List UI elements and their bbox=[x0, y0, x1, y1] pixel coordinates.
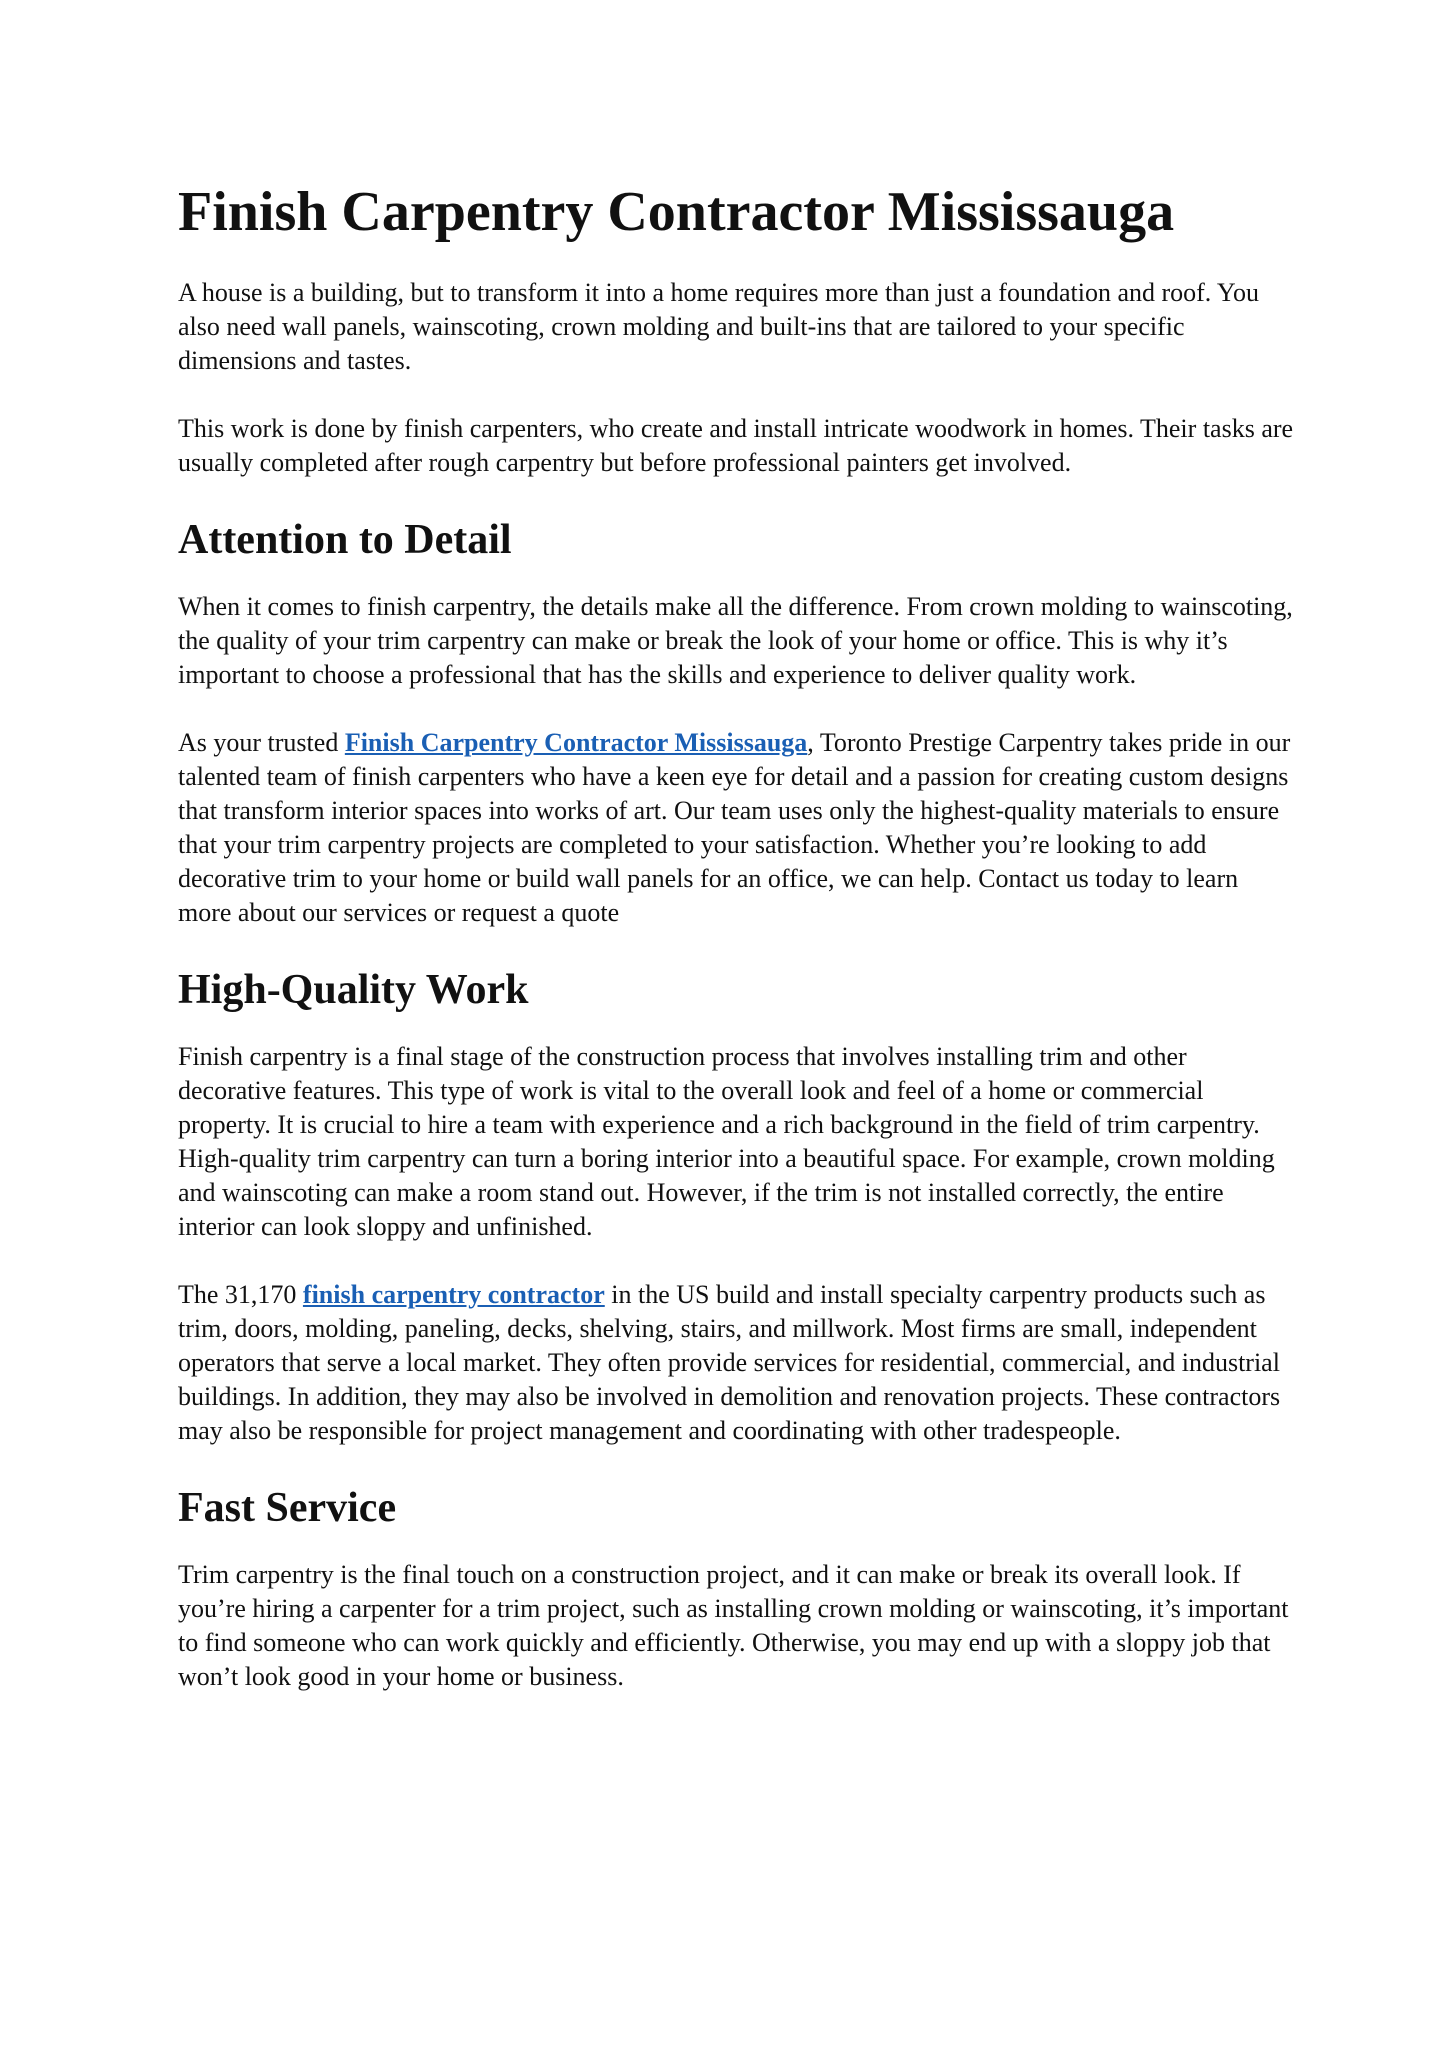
attention-paragraph-1: When it comes to finish carpentry, the details make all the difference. From crown molding to wainscoting, the quality of your trim carpentry can make or break the look of your home or office. This is why it’s important to choose a professional that has the skills and experience to deliver quality work. bbox=[178, 592, 1293, 689]
quality-paragraph-2 bbox=[178, 1278, 1298, 1448]
attention-paragraph-2 bbox=[178, 726, 1298, 930]
intro-paragraph-2: This work is done by finish carpenters, who create and install intricate woodwork in homes. Their tasks are usually completed after rough carpentry but before professional painters get involved. bbox=[178, 414, 1294, 477]
quality-paragraph-1: Finish carpentry is a final stage of the construction process that involves installing trim and other decorative features. This type of work is vital to the overall look and feel of a home or commercial property. It is crucial to hire a team with experience and a rich background in the field of trim carpentry. High-quality trim carpentry can turn a boring interior into a beautiful space. For example, crown molding and wainscoting can make a room stand out. However, if the trim is not installed correctly, the entire interior can look sloppy and unfinished. bbox=[178, 1042, 1275, 1241]
intro-paragraph-1: A house is a building, but to transform it into a home requires more than just a foundation and roof. You also need wall panels, wainscoting, crown molding and built-ins that are tailored to your specific dimensions and tastes. bbox=[178, 278, 1260, 375]
fast-paragraph-1: Trim carpentry is the final touch on a construction project, and it can make or break its overall look. If you’re hiring a carpenter for a trim project, such as installing crown molding or wainscoting, it’s important to find someone who can work quickly and efficiently. Otherwise, you may end up with a sloppy job that won’t look good in your home or business. bbox=[178, 1560, 1289, 1691]
quality-text-before: The 31,170 bbox=[178, 1280, 303, 1309]
attention-text-before: As your trusted bbox=[178, 728, 345, 757]
page-title: Finish Carpentry Contractor Mississauga bbox=[178, 181, 1175, 243]
heading-attention-to-detail: Attention to Detail bbox=[178, 517, 512, 563]
document-page bbox=[178, 178, 1298, 1728]
heading-fast-service: Fast Service bbox=[178, 1485, 397, 1531]
attention-text-after: , Toronto Prestige Carpentry takes pride in our talented team of finish carpenters who have a keen eye for detail and a passion for creating custom designs that transform interior spaces into works of art. Our team uses only the highest-quality materials to ensure that your trim carpentry projects are completed to your satisfaction. Whether you’re looking to add decorative trim to your home or build wall panels for an office, we can help. Contact us today to learn more about our services or request a quote bbox=[178, 728, 1291, 927]
finish-carpentry-contractor-link[interactable]: finish carpentry contractor bbox=[302, 1280, 605, 1309]
finish-carpentry-contractor-mississauga-link[interactable]: Finish Carpentry Contractor Mississauga bbox=[344, 728, 808, 757]
heading-high-quality-work: High-Quality Work bbox=[178, 967, 529, 1013]
quality-text-after: in the US build and install specialty carpentry products such as trim, doors, molding, paneling, decks, shelving, stairs, and millwork. Most firms are small, independent operators that serve a local market. They often provide services for residential, commercial, and industrial buildings. In addition, they may also be involved in demolition and renovation projects. These contractors may also be responsible for project management and coordinating with other tradespeople. bbox=[178, 1280, 1281, 1445]
